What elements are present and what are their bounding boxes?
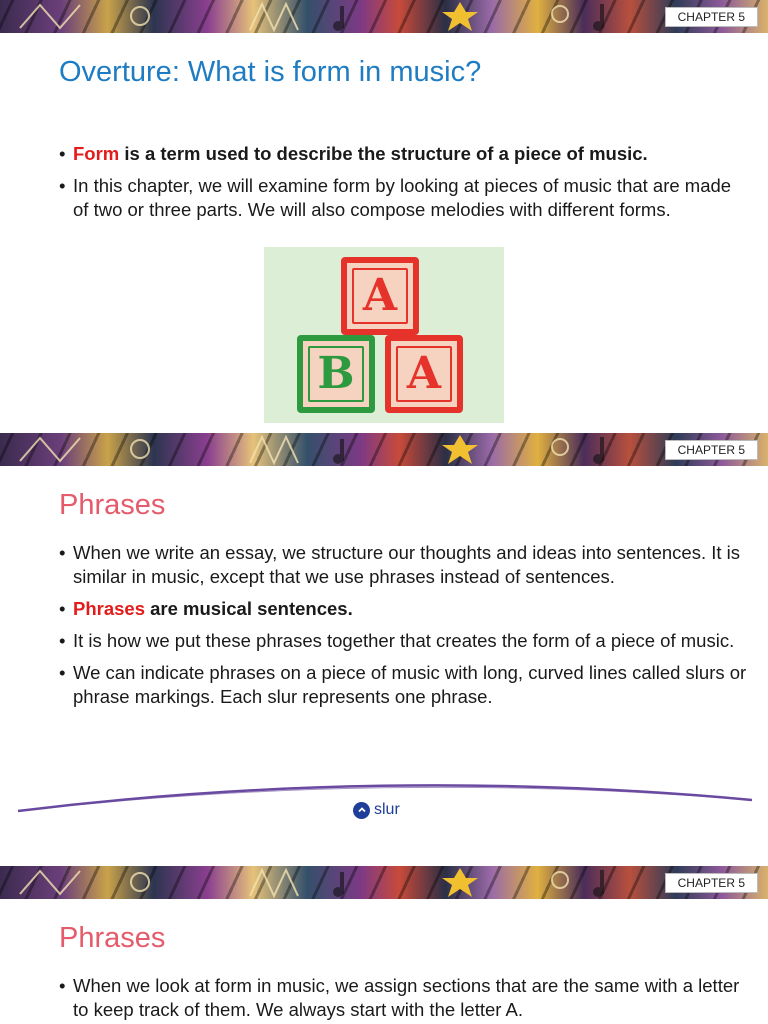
bullet-text: is a term used to describe the structure of a piece of music. <box>119 143 648 164</box>
chapter-label: CHAPTER 5 <box>665 440 758 460</box>
star-icon <box>442 2 478 31</box>
aba-blocks-image <box>264 247 504 423</box>
block-letter: A <box>396 346 452 402</box>
slur-label-text: slur <box>374 801 400 818</box>
bullet-chapter-intro: • In this chapter, we will examine form by looking at pieces of music that are made of two or three parts. We will also compose melodies with different forms. <box>59 174 749 222</box>
star-icon <box>442 435 478 464</box>
bullet-phrases-definition <box>59 597 749 621</box>
slur-annotation <box>353 801 400 819</box>
decorative-music-banner <box>0 866 768 899</box>
bullet-form-definition <box>59 142 749 166</box>
bullet-list <box>59 142 749 230</box>
bullet-section-letters: • When we look at form in music, we assign sections that are the same with a letter to keep track of them. We always start with the letter A. <box>59 974 749 1022</box>
bullet-essay-analogy: • When we write an essay, we structure our thoughts and ideas into sentences. It is similar in music, except that we use phrases instead of sentences. <box>59 541 749 589</box>
bullet-list <box>59 541 749 717</box>
block-a-top <box>341 257 419 335</box>
slide-overture <box>0 0 768 433</box>
block-letter: B <box>308 346 364 402</box>
slide-phrases-1 <box>0 433 768 866</box>
bullet-form-creation: • It is how we put these phrases together that creates the form of a piece of music. <box>59 629 749 653</box>
block-letter: A <box>352 268 408 324</box>
star-icon <box>442 868 478 897</box>
slide-phrases-2 <box>0 866 768 1024</box>
bullet-list <box>59 974 749 1024</box>
chapter-label: CHAPTER 5 <box>665 873 758 893</box>
block-b <box>297 335 375 413</box>
slide-title: Phrases <box>59 489 166 521</box>
decorative-music-banner <box>0 433 768 466</box>
slide-title: Overture: What is form in music? <box>59 56 482 88</box>
bullet-text: are musical sentences. <box>145 598 353 619</box>
slide-title: Phrases <box>59 922 166 954</box>
keyword-form: Form <box>73 143 120 164</box>
block-a-right <box>385 335 463 413</box>
keyword-phrases: Phrases <box>73 598 145 619</box>
chapter-label: CHAPTER 5 <box>665 7 758 27</box>
chevron-up-circle-icon <box>353 802 370 819</box>
decorative-music-banner <box>0 0 768 33</box>
bullet-slurs: • We can indicate phrases on a piece of music with long, curved lines called slurs or phrase markings. Each slur represents one phrase. <box>59 661 749 709</box>
